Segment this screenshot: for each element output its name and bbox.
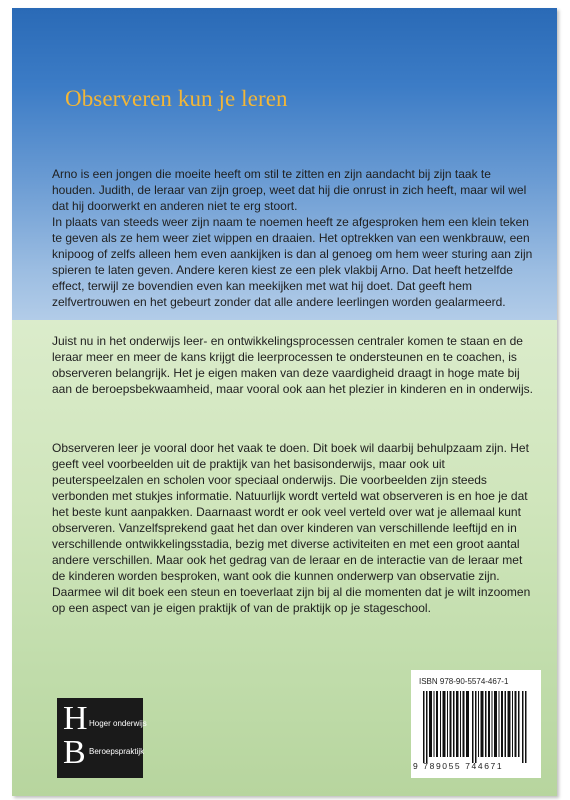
publisher-line-2: Beroepspraktijk (89, 747, 145, 756)
logo-letter-b: B (63, 734, 86, 771)
intro-paragraph: Arno is een jongen die moeite heeft om stil te zitten en zijn aandacht bij zijn taak te houden. Judith, de leraar van zijn groep, weet dat hij die onrust in zich heeft, maar wil wel dat hij doorwerkt en anderen niet te erg stoort. In plaats van steeds weer zijn naam te noemen heeft ze afgesproken hem een klein teken te geven als ze hem weer ziet wippen en draaien. Het optrekken van een wenkbrauw, een knipoog of zelfs alleen hem even aankijken is dan al genoeg om hem weer sturing aan zijn spieren te laten geven. Andere keren kiest ze een plek vlakbij Arno. Dat heeft hetzelfde effect, terwijl ze bovendien even kan meekijken met wat hij doet. Dat geeft hem zelfvertrouwen en het gebeurt zonder dat alle andere leerlingen worden gealarmeerd. (52, 167, 533, 309)
body-paragraph-1: Juist nu in het onderwijs leer- en ontwikkelingsprocessen centraler komen te staan en de leraar meer en meer de kans krijgt die leerprocessen te ondersteunen en te coachen, is observeren belangrijk. Het je eigen maken van deze vaardigheid draagt in hoge mate bij aan de beroepsbekwaamheid, maar vooral ook aan het plezier in kinderen en in onderwijs. (52, 334, 533, 396)
publisher-logo (57, 698, 147, 778)
barcode-icon (421, 691, 531, 763)
book-title: Observeren kun je leren (65, 86, 288, 111)
book-back-cover (12, 8, 557, 796)
publisher-line-1: Hoger onderwijs (89, 719, 147, 728)
body-paragraph-2: Observeren leer je vooral door het vaak te doen. Dit boek wil daarbij behulpzaam zijn. Het geeft veel voorbeelden uit de praktijk van het basisonderwijs, maar ook uit peuterspeelzalen en scholen voor speciaal onderwijs. Die voorbeelden zijn steeds verbonden met stukjes informatie. Natuurlijk wordt verteld wat observeren is en hoe je dat het beste kunt aanpakken. Daarnaast wordt er ook veel verteld over wat je allemaal kunt observeren. Vanzelfsprekend gaat het dan over kinderen van verschillende leeftijd en in verschillende ontwikkelingsstadia, bezig met diverse activiteiten en met een groot aantal andere verschillen. Maar ook het gedrag van de leraar en de interactie van de leraar met de kinderen worden besproken, want ook die kunnen onderwerp van observatie zijn. Daarmee wil dit boek een steun en toeverlaat zijn bij al die momenten dat je wilt inzoomen op een aspect van je eigen praktijk of van de praktijk op je stageschool. (52, 441, 531, 615)
logo-letter-h: H (63, 700, 88, 737)
barcode-digits: 9 789055 744671 (413, 761, 504, 771)
isbn-label: ISBN 978-90-5574-467-1 (419, 677, 509, 686)
barcode-panel (411, 670, 541, 778)
